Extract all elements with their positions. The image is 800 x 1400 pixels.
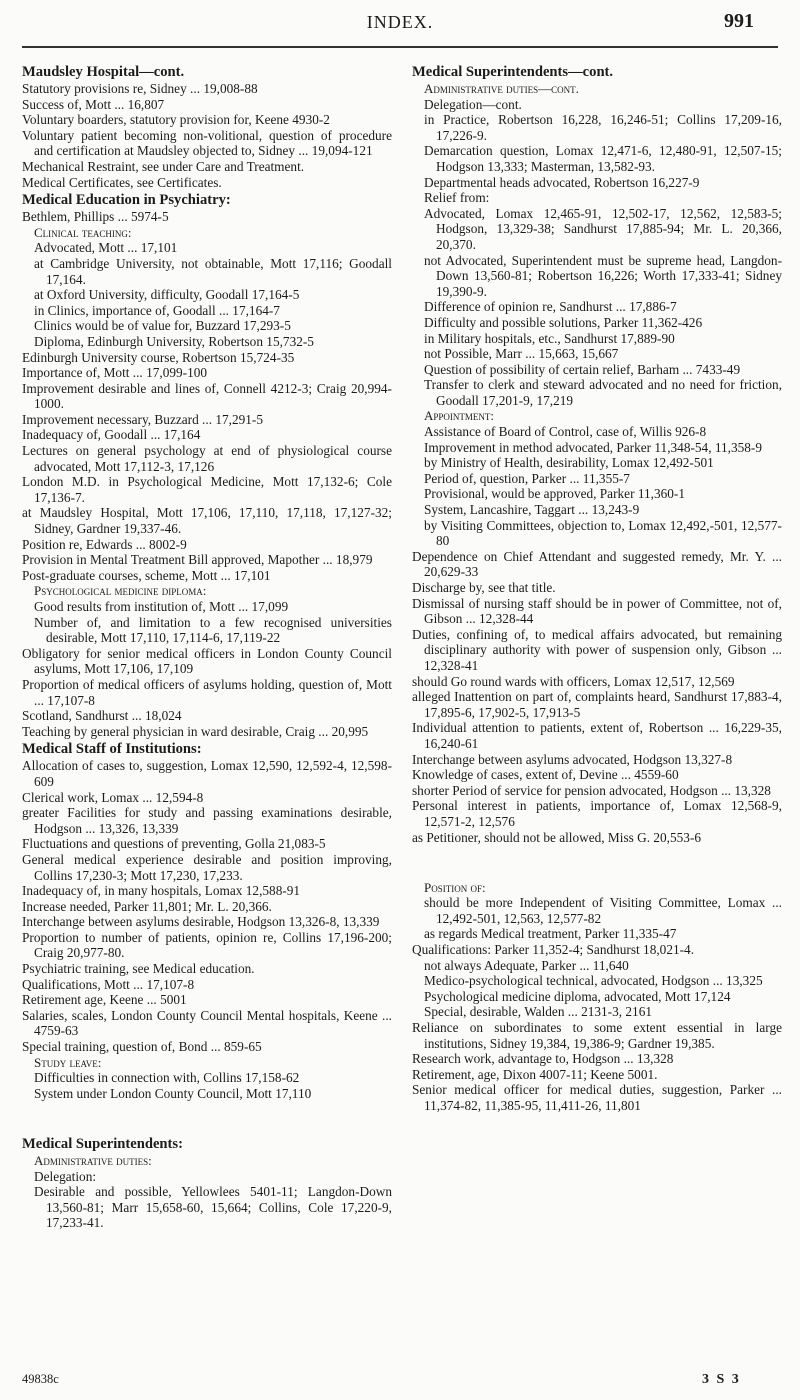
- index-entry: Difficulties in connection with, Collins 17,158-62: [34, 1070, 300, 1086]
- index-subheading: Administrative duties—cont.: [424, 81, 579, 96]
- index-entry: Improvement in method advocated, Parker 11,348-54, 11,358-9: [424, 439, 762, 455]
- index-entry: Inadequacy of, in many hospitals, Lomax 12,588-91: [22, 883, 301, 899]
- index-entry: Personal interest in patients, importance of, Lomax 12,568-9, 12,571-2, 12,576: [412, 798, 782, 829]
- index-entry: Post-graduate courses, scheme, Mott ... 17,101: [22, 567, 271, 583]
- index-entry: Senior medical officer for medical duties, suggestion, Parker ... 11,374-82, 11,385-95, 11,411-26, 11,801: [412, 1082, 782, 1113]
- index-heading: Medical Staff of Institutions:: [22, 741, 202, 758]
- index-entry: Psychological medicine diploma, advocated, Mott 17,124: [424, 988, 731, 1004]
- index-entry: Voluntary patient becoming non-volitional, question of procedure and certification at Maudsley objected to, Sidney ... 19,094-121: [22, 127, 392, 159]
- index-entry: Number of, and limitation to a few recognised universities desirable, Mott 17,110, 17,114-6, 17,119-22: [34, 614, 392, 646]
- index-entry: Proportion of medical officers of asylums holding, question of, Mott ... 17,107-8: [22, 676, 392, 708]
- index-entry: Proportion to number of patients, opinion re, Collins 17,196-200; Craig 20,977-80.: [22, 929, 392, 961]
- index-entry: not Possible, Marr ... 15,663, 15,667: [424, 346, 619, 362]
- index-entry: Interchange between asylums advocated, Hodgson 13,327-8: [412, 751, 733, 767]
- right-column: [412, 62, 782, 1114]
- index-entry: Difficulty and possible solutions, Parker 11,362-426: [424, 314, 703, 330]
- index-entry: Importance of, Mott ... 17,099-100: [22, 365, 208, 381]
- index-entry: Clinics would be of value for, Buzzard 17,293-5: [34, 318, 291, 334]
- index-entry: alleged Inattention on part of, complaints heard, Sandhurst 17,883-4, 17,895-6, 17,902-5, 17,913-5: [412, 689, 782, 720]
- index-entry: at Cambridge University, not obtainable, Mott 17,116; Goodall 17,164.: [34, 255, 392, 287]
- index-entry: Salaries, scales, London County Council Mental hospitals, Keene ... 4759-63: [22, 1007, 392, 1039]
- footer-code: 49838c: [22, 1372, 59, 1386]
- index-entry: Good results from institution of, Mott ... 17,099: [34, 599, 289, 614]
- header-rule: [22, 46, 778, 48]
- index-entry: should be more Independent of Visiting Committee, Lomax ... 12,492-501, 12,563, 12,577-82: [424, 895, 782, 926]
- index-entry: Research work, advantage to, Hodgson ... 13,328: [412, 1051, 674, 1067]
- index-entry: Success of, Mott ... 16,807: [22, 96, 165, 112]
- index-entry: Desirable and possible, Yellowlees 5401-11; Langdon-Down 13,560-81; Marr 15,658-60, 15,664; Collins, Cole 17,220-9, 17,233-41.: [34, 1184, 392, 1231]
- index-entry: Increase needed, Parker 11,801; Mr. L. 20,366.: [22, 898, 272, 914]
- index-heading: Medical Superintendents:: [22, 1136, 183, 1152]
- index-entry: in Military hospitals, etc., Sandhurst 17,889-90: [424, 330, 675, 346]
- index-entry: Retirement age, Keene ... 5001: [22, 992, 187, 1008]
- index-entry: Fluctuations and questions of preventing, Golla 21,083-5: [22, 836, 326, 852]
- index-entry: Knowledge of cases, extent of, Devine ... 4559-60: [412, 767, 679, 783]
- page-number: 991: [724, 10, 754, 32]
- index-entry: in Practice, Robertson 16,228, 16,246-51; Collins 17,209-16, 17,226-9.: [424, 112, 782, 143]
- index-entry: Retirement, age, Dixon 4007-11; Keene 5001.: [412, 1066, 658, 1082]
- index-subheading: Administrative duties:: [34, 1153, 152, 1168]
- index-entry: Interchange between asylums desirable, Hodgson 13,326-8, 13,339: [22, 914, 380, 930]
- footer-signature: 3 S 3: [702, 1372, 741, 1387]
- index-subheading: Psychological medicine diploma:: [34, 583, 207, 599]
- index-entry: Discharge by, see that title.: [412, 580, 556, 595]
- index-subheading: Position of:: [424, 879, 486, 895]
- index-entry: Duties, confining of, to medical affairs advocated, but remaining disciplinary authority with power of suspension only, Gibson ... 12,328-41: [412, 626, 782, 673]
- index-entry: should Go round wards with officers, Lomax 12,517, 12,569: [412, 673, 735, 689]
- index-heading: Medical Education in Psychiatry:: [22, 192, 231, 209]
- index-entry: Transfer to clerk and steward advocated and no need for friction, Goodall 17,201-9, 17,219: [424, 377, 782, 408]
- index-subheading: Study leave:: [34, 1054, 102, 1070]
- index-entry: System, Lancashire, Taggart ... 13,243-9: [424, 502, 640, 518]
- index-entry: Delegation—cont.: [424, 96, 522, 112]
- index-heading: Maudsley Hospital—cont.: [22, 64, 185, 80]
- index-entry: Advocated, Mott ... 17,101: [34, 240, 178, 256]
- index-entry: Improvement necessary, Buzzard ... 17,291-5: [22, 411, 263, 427]
- index-entry: Reliance on subordinates to some extent essential in large institutions, Sidney 19,384, 19,386-9; Gardner 19,385.: [412, 1020, 782, 1051]
- index-entry: Demarcation question, Lomax 12,471-6, 12,480-91, 12,507-15; Hodgson 13,333; Masterman, 13,582-93.: [424, 143, 782, 174]
- index-entry: Improvement desirable and lines of, Connell 4212-3; Craig 20,994-1000.: [22, 380, 392, 412]
- index-entry: in Clinics, importance of, Goodall ... 17,164-7: [34, 302, 280, 318]
- index-entry: Departmental heads advocated, Robertson 16,227-9: [424, 174, 700, 190]
- index-entry: Teaching by general physician in ward desirable, Craig ... 20,995: [22, 723, 369, 739]
- index-entry: Voluntary boarders, statutory provision for, Keene 4930-2: [22, 112, 330, 128]
- index-subheading: Clinical teaching:: [34, 224, 132, 240]
- index-entry: Advocated, Lomax 12,465-91, 12,502-17, 12,562, 12,583-5; Hodgson, 13,329-38; Sandhurst 17,885-94; Mr. L. 20,366, 20,370.: [424, 205, 782, 252]
- index-entry: Psychiatric training, see Medical education.: [22, 961, 255, 977]
- index-entry: System under London County Council, Mott 17,110: [34, 1085, 312, 1101]
- index-entry: Statutory provisions re, Sidney ... 19,008-88: [22, 81, 258, 96]
- index-entry: Question of possibility of certain relief, Barham ... 7433-49: [424, 361, 741, 377]
- index-entry: Qualifications: Parker 11,352-4; Sandhurst 18,021-4.: [412, 942, 695, 958]
- index-entry: Special training, question of, Bond ... 859-65: [22, 1039, 262, 1055]
- index-entry: Period of, question, Parker ... 11,355-7: [424, 470, 630, 486]
- index-heading: Medical Superintendents—cont.: [412, 64, 614, 80]
- page-header: [0, 0, 800, 50]
- index-entry: not Advocated, Superintendent must be supreme head, Langdon-Down 13,560-81; Robertson 16,226; Worth 17,333-41; Sidney 19,390-9.: [424, 252, 782, 299]
- left-column: [22, 62, 392, 1231]
- index-entry: Dismissal of nursing staff should be in power of Committee, not of, Gibson ... 12,328-44: [412, 595, 782, 627]
- index-entry: Delegation:: [34, 1168, 97, 1184]
- spacer: [22, 1115, 392, 1123]
- index-entry: Scotland, Sandhurst ... 18,024: [22, 708, 182, 724]
- index-entry: not always Adequate, Parker ... 11,640: [424, 957, 629, 973]
- index-entry: as regards Medical treatment, Parker 11,335-47: [424, 926, 677, 942]
- index-entry: Edinburgh University course, Robertson 15,724-35: [22, 349, 295, 365]
- index-entry: Dependence on Chief Attendant and suggested remedy, Mr. Y. ... 20,629-33: [412, 548, 782, 580]
- index-entry: Assistance of Board of Control, case of, Willis 926-8: [424, 424, 707, 440]
- spacer: [412, 858, 782, 866]
- index-entry: Medical Certificates, see Certificates.: [22, 174, 222, 190]
- index-entry: at Maudsley Hospital, Mott 17,106, 17,110, 17,118, 17,127-32; Sidney, Gardner 19,337-46.: [22, 505, 392, 537]
- index-entry: Medico-psychological technical, advocated, Hodgson ... 13,325: [424, 973, 763, 989]
- index-entry: as Petitioner, should not be allowed, Miss G. 20,553-6: [412, 829, 702, 845]
- index-entry: greater Facilities for study and passing examinations desirable, Hodgson ... 13,326, 13,339: [22, 805, 392, 836]
- index-entry: General medical experience desirable and position improving, Collins 17,230-3; Mott 17,230, 17,233.: [22, 851, 392, 883]
- index-entry: London M.D. in Psychological Medicine, Mott 17,132-6; Cole 17,136-7.: [22, 474, 392, 505]
- index-entry: Qualifications, Mott ... 17,107-8: [22, 976, 195, 992]
- index-entry: Inadequacy of, Goodall ... 17,164: [22, 427, 201, 443]
- index-entry: Mechanical Restraint, see under Care and Treatment.: [22, 158, 305, 174]
- index-entry: shorter Period of service for pension advocated, Hodgson ... 13,328: [412, 782, 771, 798]
- index-entry: Lectures on general psychology at end of physiological course advocated, Mott 17,112-3, 17,126: [22, 443, 392, 474]
- index-entry: Provision in Mental Treatment Bill approved, Mapother ... 18,979: [22, 552, 373, 568]
- index-entry: Individual attention to patients, extent of, Robertson ... 16,229-35, 16,240-61: [412, 720, 782, 751]
- index-entry: at Oxford University, difficulty, Goodall 17,164-5: [34, 287, 300, 303]
- index-entry: by Ministry of Health, desirability, Lomax 12,492-501: [424, 455, 714, 471]
- index-entry: by Visiting Committees, objection to, Lomax 12,492,-501, 12,577-80: [424, 517, 782, 549]
- index-entry: Special, desirable, Walden ... 2131-3, 2161: [424, 1004, 653, 1020]
- index-entry: Allocation of cases to, suggestion, Lomax 12,590, 12,592-4, 12,598-609: [22, 758, 392, 789]
- index-entry: Bethlem, Phillips ... 5974-5: [22, 209, 169, 225]
- index-entry: Obligatory for senior medical officers in London County Council asylums, Mott 17,106, 17,109: [22, 645, 392, 677]
- index-subheading: Appointment:: [424, 408, 495, 424]
- index-entry: Difference of opinion re, Sandhurst ... 17,886-7: [424, 299, 677, 315]
- index-title: INDEX.: [366, 12, 434, 32]
- index-entry: Relief from:: [424, 190, 490, 206]
- index-entry: Position re, Edwards ... 8002-9: [22, 536, 187, 552]
- index-entry: Diploma, Edinburgh University, Robertson 15,732-5: [34, 333, 314, 349]
- index-entry: Clerical work, Lomax ... 12,594-8: [22, 789, 204, 805]
- index-entry: Provisional, would be approved, Parker 11,360-1: [424, 486, 685, 502]
